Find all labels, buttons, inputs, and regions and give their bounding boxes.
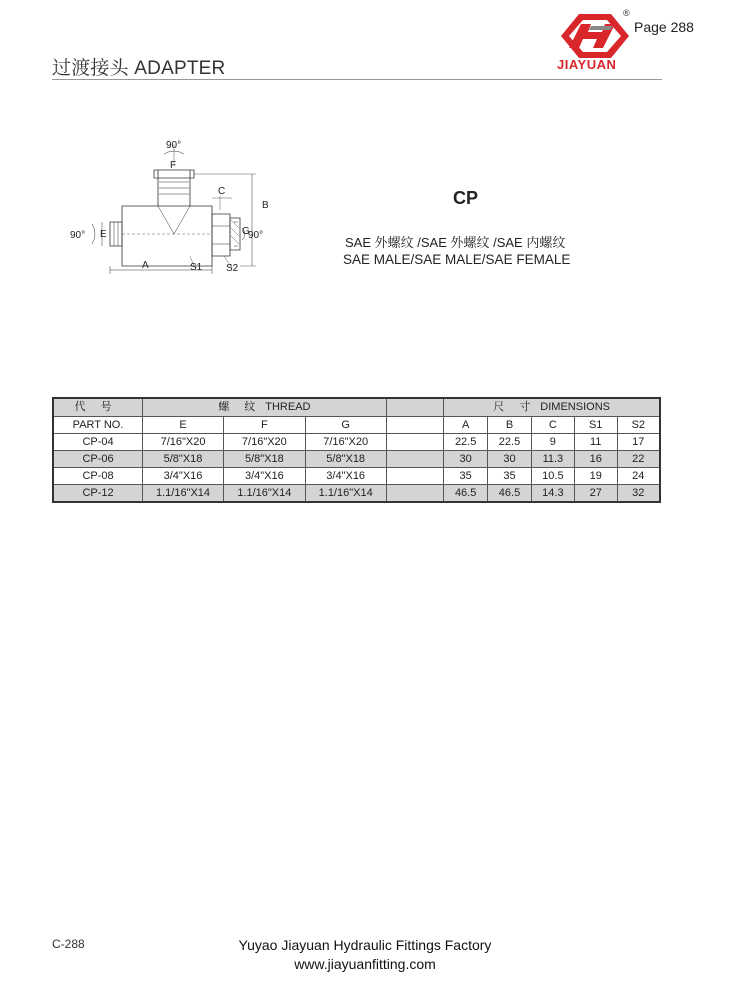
cell-part: CP-08: [53, 468, 143, 485]
cell-g: 1.1/16"X14: [305, 485, 386, 503]
table-row: [53, 468, 660, 485]
header-dimensions: 尺 寸 DIMENSIONS: [444, 398, 660, 417]
col-c: C: [531, 417, 574, 434]
col-e: E: [143, 417, 224, 434]
cell-gap: [386, 485, 444, 503]
cell-gap: [386, 451, 444, 468]
cell-b: 46.5: [488, 485, 532, 503]
table-row: [53, 434, 660, 451]
cell-c: 10.5: [531, 468, 574, 485]
cell-s1: 11: [574, 434, 617, 451]
cell-e: 7/16"X20: [143, 434, 224, 451]
table-row: [53, 451, 660, 468]
angle-top-label: 90°: [166, 140, 182, 151]
cell-c: 14.3: [531, 485, 574, 503]
dim-f-label: F: [170, 160, 177, 171]
registered-mark: ®: [623, 8, 630, 18]
dim-e-label: E: [100, 229, 107, 240]
col-s2: S2: [617, 417, 660, 434]
header-divider: [52, 79, 662, 80]
dim-s1-label: S1: [190, 262, 203, 273]
header-thread: 螺 纹 THREAD: [143, 398, 386, 417]
cell-a: 35: [444, 468, 488, 485]
cell-s1: 19: [574, 468, 617, 485]
cell-a: 30: [444, 451, 488, 468]
cell-g: 5/8"X18: [305, 451, 386, 468]
cell-gap: [386, 434, 444, 451]
cell-g: 3/4"X16: [305, 468, 386, 485]
cell-s2: 24: [617, 468, 660, 485]
page-number: Page 288: [634, 19, 694, 35]
cell-s1: 27: [574, 485, 617, 503]
col-part-no: PART NO.: [53, 417, 143, 434]
cell-b: 30: [488, 451, 532, 468]
fitting-drawing: [62, 138, 282, 278]
cell-s2: 22: [617, 451, 660, 468]
brand-name: JIAYUAN: [557, 57, 617, 72]
cell-f: 7/16"X20: [223, 434, 305, 451]
page-title: 过渡接头 ADAPTER: [52, 58, 226, 79]
cell-part: CP-12: [53, 485, 143, 503]
cell-b: 35: [488, 468, 532, 485]
dim-a-label: A: [142, 260, 149, 271]
footer-company: Yuyao Jiayuan Hydraulic Fittings Factory: [238, 937, 492, 953]
cell-f: 5/8"X18: [223, 451, 305, 468]
col-a: A: [444, 417, 488, 434]
table-row: [53, 485, 660, 503]
cell-b: 22.5: [488, 434, 532, 451]
cell-e: 5/8"X18: [143, 451, 224, 468]
cell-f: 3/4"X16: [223, 468, 305, 485]
col-b: B: [488, 417, 532, 434]
dim-s2-label: S2: [226, 263, 239, 274]
cell-f: 1.1/16"X14: [223, 485, 305, 503]
description-chinese: SAE 外螺纹 /SAE 外螺纹 /SAE 内螺纹: [345, 235, 566, 250]
cell-e: 3/4"X16: [143, 468, 224, 485]
table-subheader-row: [53, 417, 660, 434]
angle-right-label: 90°: [248, 230, 264, 241]
footer-url[interactable]: www.jiayuanfitting.com: [294, 956, 436, 972]
spec-table: [52, 397, 661, 503]
cell-s1: 16: [574, 451, 617, 468]
col-f: F: [223, 417, 305, 434]
angle-left-label: 90°: [70, 230, 86, 241]
dim-c-label: C: [218, 186, 226, 197]
cell-s2: 32: [617, 485, 660, 503]
cell-a: 46.5: [444, 485, 488, 503]
footer-page-code: C-288: [52, 937, 85, 951]
col-g: G: [305, 417, 386, 434]
header-code-cn: 代 号: [53, 398, 143, 417]
cell-s2: 17: [617, 434, 660, 451]
cell-e: 1.1/16"X14: [143, 485, 224, 503]
col-gap: [386, 417, 444, 434]
cell-a: 22.5: [444, 434, 488, 451]
cell-c: 9: [531, 434, 574, 451]
cell-part: CP-06: [53, 451, 143, 468]
table-header-row: [53, 398, 660, 417]
col-s1: S1: [574, 417, 617, 434]
cell-part: CP-04: [53, 434, 143, 451]
description-english: SAE MALE/SAE MALE/SAE FEMALE: [343, 252, 571, 267]
dim-g-label: G: [242, 226, 250, 237]
dim-b-label: B: [262, 200, 269, 211]
header-gap: [386, 398, 444, 417]
cell-g: 7/16"X20: [305, 434, 386, 451]
cell-gap: [386, 468, 444, 485]
cell-c: 11.3: [531, 451, 574, 468]
product-code: CP: [453, 188, 479, 208]
